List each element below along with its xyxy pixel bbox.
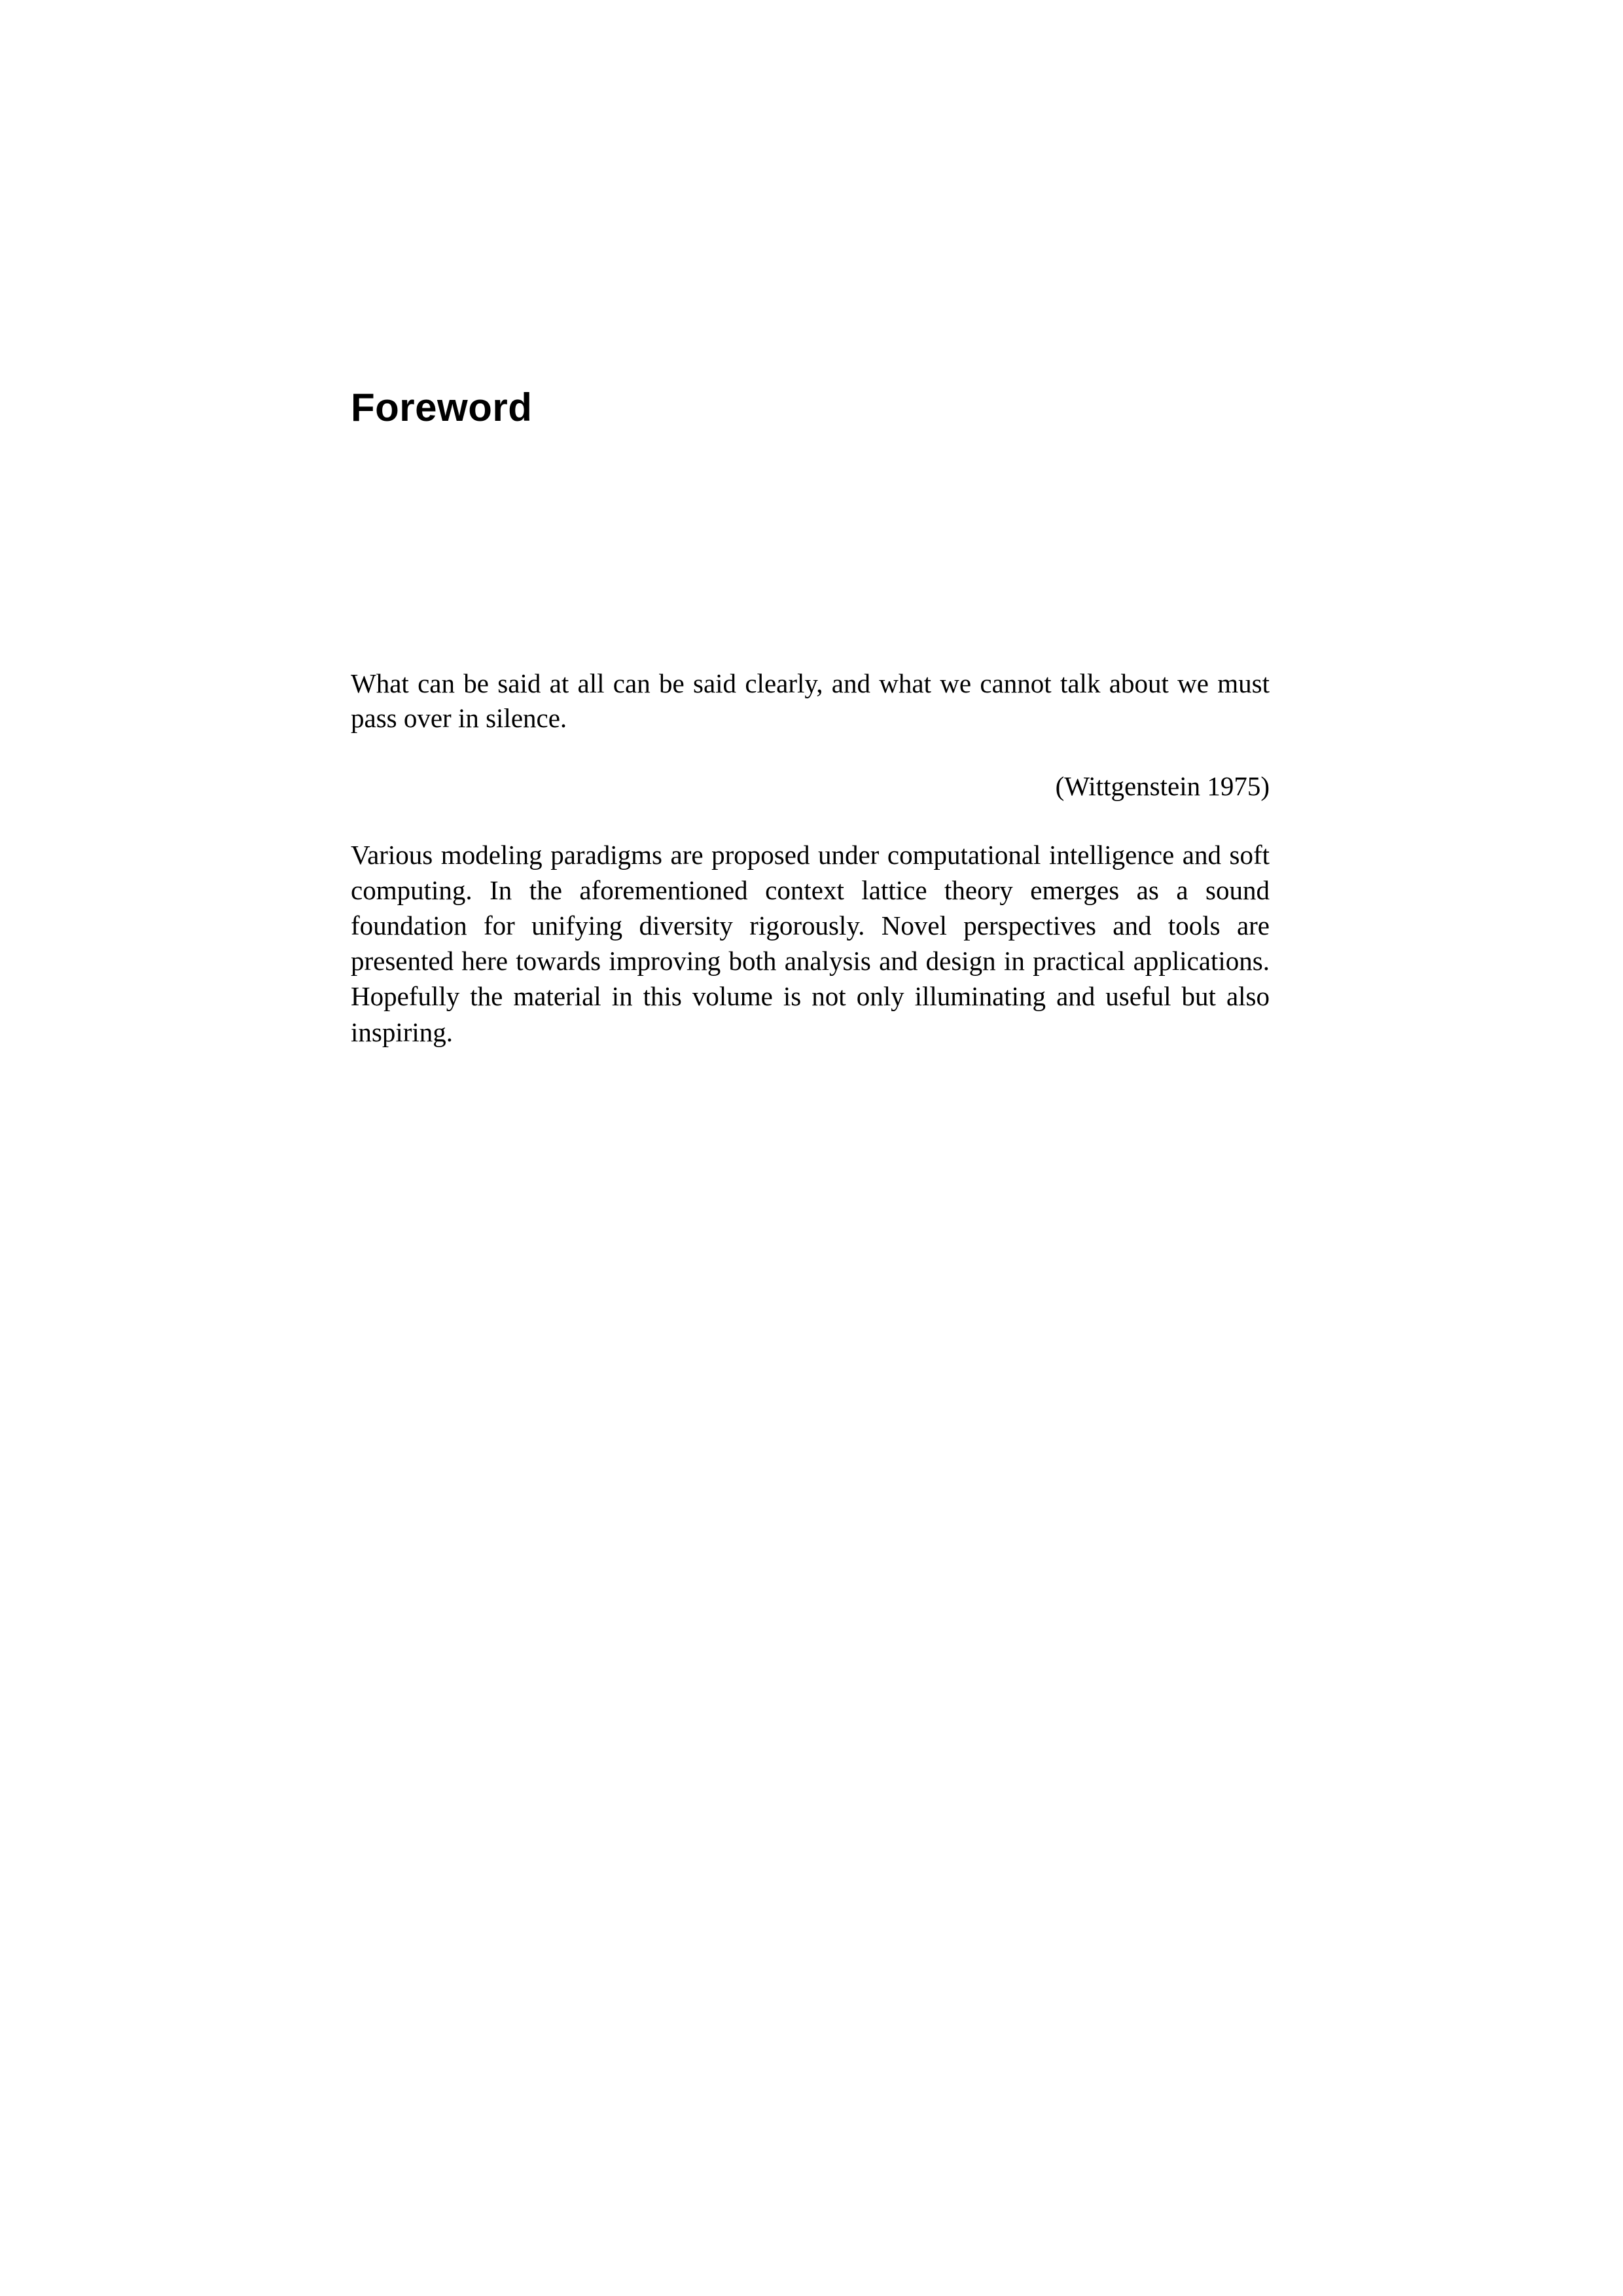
epigraph-quote: What can be said at all can be said clearly, and what we cannot talk about we must pass over in silence. <box>351 668 1270 734</box>
page-title: Foreword <box>351 386 533 429</box>
page-header-area <box>351 386 1270 429</box>
epigraph-attribution: (Wittgenstein 1975) <box>1055 771 1270 801</box>
body-paragraph: Various modeling paradigms are proposed under computational intelligence and soft computing. In the aforementioned context lattice theory emerges as a sound foundation for unifying diversity rigorously. Novel perspectives and tools are presented here towards improving both analysis and design in practical applications. Hopefully the material in this volume is not only illuminating and useful but also inspiring. <box>351 840 1270 1047</box>
